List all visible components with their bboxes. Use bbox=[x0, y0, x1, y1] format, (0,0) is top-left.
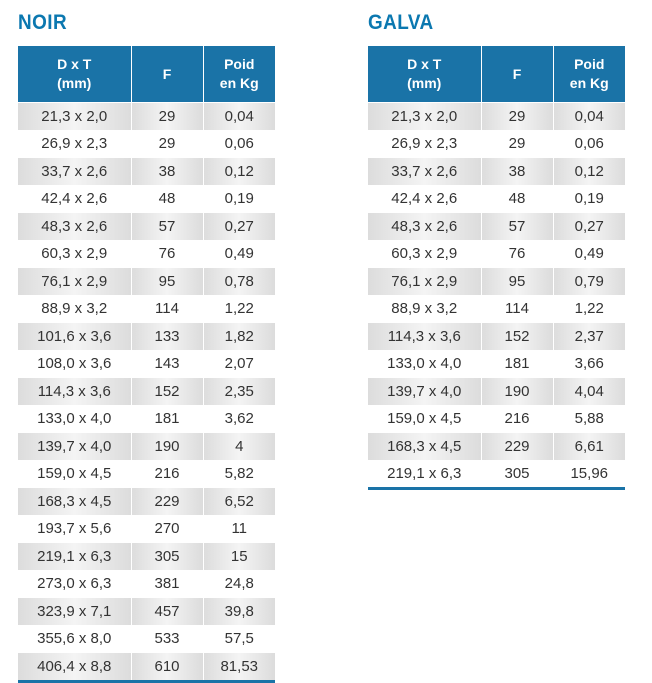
table-section-galva bbox=[368, 10, 625, 490]
cell-f: 29 bbox=[131, 130, 203, 158]
table-row bbox=[18, 598, 275, 626]
cell-dimensions: 139,7 x 4,0 bbox=[18, 433, 131, 461]
cell-f: 95 bbox=[481, 268, 553, 296]
cell-f: 57 bbox=[131, 213, 203, 241]
table-row bbox=[18, 240, 275, 268]
cell-f: 610 bbox=[131, 653, 203, 682]
cell-weight: 0,04 bbox=[553, 103, 625, 131]
header-dimensions-unit: (mm) bbox=[407, 75, 442, 91]
table-row bbox=[18, 515, 275, 543]
cell-weight: 6,61 bbox=[553, 433, 625, 461]
table-title: NOIR bbox=[18, 11, 68, 34]
table-row bbox=[18, 378, 275, 406]
cell-weight: 0,06 bbox=[553, 130, 625, 158]
cell-f: 76 bbox=[481, 240, 553, 268]
cell-weight: 2,07 bbox=[203, 350, 275, 378]
cell-weight: 1,22 bbox=[553, 295, 625, 323]
cell-weight: 1,82 bbox=[203, 323, 275, 351]
table-row bbox=[368, 158, 625, 186]
table-row bbox=[368, 185, 625, 213]
cell-f: 381 bbox=[131, 570, 203, 598]
table-row bbox=[368, 213, 625, 241]
header-f-label: F bbox=[162, 65, 172, 82]
cell-dimensions: 406,4 x 8,8 bbox=[18, 653, 131, 682]
cell-dimensions: 60,3 x 2,9 bbox=[368, 240, 481, 268]
table-row bbox=[368, 405, 625, 433]
table-row bbox=[18, 268, 275, 296]
table-row bbox=[18, 488, 275, 516]
cell-dimensions: 219,1 x 6,3 bbox=[368, 460, 481, 489]
table-row bbox=[368, 323, 625, 351]
header-f bbox=[481, 46, 553, 103]
cell-dimensions: 355,6 x 8,0 bbox=[18, 625, 131, 653]
cell-weight: 0,12 bbox=[553, 158, 625, 186]
cell-weight: 4,04 bbox=[553, 378, 625, 406]
table-title: GALVA bbox=[368, 11, 434, 34]
header-f bbox=[131, 46, 203, 103]
cell-f: 190 bbox=[131, 433, 203, 461]
table-row bbox=[18, 185, 275, 213]
cell-f: 181 bbox=[131, 405, 203, 433]
cell-dimensions: 21,3 x 2,0 bbox=[368, 103, 481, 131]
cell-f: 216 bbox=[131, 460, 203, 488]
cell-dimensions: 42,4 x 2,6 bbox=[18, 185, 131, 213]
table-row bbox=[368, 103, 625, 131]
spec-table bbox=[368, 46, 625, 490]
cell-f: 29 bbox=[481, 103, 553, 131]
cell-dimensions: 76,1 x 2,9 bbox=[18, 268, 131, 296]
cell-f: 181 bbox=[481, 350, 553, 378]
table-header-row bbox=[368, 46, 625, 103]
cell-dimensions: 21,3 x 2,0 bbox=[18, 103, 131, 131]
cell-weight: 1,22 bbox=[203, 295, 275, 323]
cell-f: 114 bbox=[481, 295, 553, 323]
cell-weight: 0,04 bbox=[203, 103, 275, 131]
cell-dimensions: 33,7 x 2,6 bbox=[368, 158, 481, 186]
cell-f: 48 bbox=[481, 185, 553, 213]
cell-f: 229 bbox=[481, 433, 553, 461]
cell-dimensions: 42,4 x 2,6 bbox=[368, 185, 481, 213]
table-section-noir bbox=[18, 10, 275, 683]
table-row bbox=[18, 323, 275, 351]
table-row bbox=[18, 130, 275, 158]
cell-f: 457 bbox=[131, 598, 203, 626]
table-row bbox=[18, 625, 275, 653]
table-row bbox=[368, 240, 625, 268]
table-row bbox=[368, 460, 625, 489]
cell-weight: 3,62 bbox=[203, 405, 275, 433]
header-weight-unit: en Kg bbox=[219, 75, 259, 91]
cell-f: 143 bbox=[131, 350, 203, 378]
cell-weight: 81,53 bbox=[203, 653, 275, 682]
cell-weight: 0,27 bbox=[203, 213, 275, 241]
cell-f: 57 bbox=[481, 213, 553, 241]
cell-weight: 11 bbox=[203, 515, 275, 543]
cell-f: 29 bbox=[131, 103, 203, 131]
cell-f: 533 bbox=[131, 625, 203, 653]
cell-dimensions: 26,9 x 2,3 bbox=[368, 130, 481, 158]
cell-f: 29 bbox=[481, 130, 553, 158]
table-row bbox=[18, 460, 275, 488]
cell-weight: 0,06 bbox=[203, 130, 275, 158]
cell-weight: 15,96 bbox=[553, 460, 625, 489]
cell-f: 216 bbox=[481, 405, 553, 433]
cell-dimensions: 139,7 x 4,0 bbox=[368, 378, 481, 406]
cell-dimensions: 26,9 x 2,3 bbox=[18, 130, 131, 158]
table-row bbox=[368, 378, 625, 406]
header-dimensions-label: D x T bbox=[407, 56, 442, 72]
cell-dimensions: 219,1 x 6,3 bbox=[18, 543, 131, 571]
table-row bbox=[18, 543, 275, 571]
cell-f: 190 bbox=[481, 378, 553, 406]
cell-weight: 15 bbox=[203, 543, 275, 571]
cell-dimensions: 88,9 x 3,2 bbox=[368, 295, 481, 323]
table-row bbox=[18, 433, 275, 461]
cell-f: 76 bbox=[131, 240, 203, 268]
header-dimensions bbox=[18, 46, 131, 103]
cell-dimensions: 60,3 x 2,9 bbox=[18, 240, 131, 268]
cell-weight: 0,27 bbox=[553, 213, 625, 241]
cell-weight: 5,88 bbox=[553, 405, 625, 433]
cell-dimensions: 108,0 x 3,6 bbox=[18, 350, 131, 378]
cell-weight: 0,19 bbox=[203, 185, 275, 213]
cell-weight: 5,82 bbox=[203, 460, 275, 488]
cell-f: 133 bbox=[131, 323, 203, 351]
cell-weight: 6,52 bbox=[203, 488, 275, 516]
cell-weight: 0,79 bbox=[553, 268, 625, 296]
cell-weight: 0,78 bbox=[203, 268, 275, 296]
cell-f: 229 bbox=[131, 488, 203, 516]
cell-dimensions: 159,0 x 4,5 bbox=[18, 460, 131, 488]
cell-weight: 0,49 bbox=[203, 240, 275, 268]
header-dimensions bbox=[368, 46, 481, 103]
spec-table bbox=[18, 46, 275, 683]
cell-dimensions: 133,0 x 4,0 bbox=[368, 350, 481, 378]
cell-weight: 0,19 bbox=[553, 185, 625, 213]
cell-weight: 39,8 bbox=[203, 598, 275, 626]
header-weight-label: Poid bbox=[574, 56, 605, 72]
table-row bbox=[18, 103, 275, 131]
header-weight bbox=[553, 46, 625, 103]
table-row bbox=[18, 350, 275, 378]
header-weight bbox=[203, 46, 275, 103]
header-weight-unit: en Kg bbox=[569, 75, 609, 91]
cell-dimensions: 273,0 x 6,3 bbox=[18, 570, 131, 598]
table-row bbox=[368, 295, 625, 323]
cell-f: 114 bbox=[131, 295, 203, 323]
cell-dimensions: 168,3 x 4,5 bbox=[368, 433, 481, 461]
cell-dimensions: 33,7 x 2,6 bbox=[18, 158, 131, 186]
cell-dimensions: 159,0 x 4,5 bbox=[368, 405, 481, 433]
cell-f: 270 bbox=[131, 515, 203, 543]
header-weight-label: Poid bbox=[224, 56, 255, 72]
table-row bbox=[18, 653, 275, 682]
header-f-label: F bbox=[512, 65, 522, 82]
cell-dimensions: 114,3 x 3,6 bbox=[368, 323, 481, 351]
cell-f: 95 bbox=[131, 268, 203, 296]
cell-dimensions: 101,6 x 3,6 bbox=[18, 323, 131, 351]
table-row bbox=[368, 130, 625, 158]
table-row bbox=[18, 405, 275, 433]
table-row bbox=[368, 350, 625, 378]
cell-weight: 0,49 bbox=[553, 240, 625, 268]
cell-dimensions: 48,3 x 2,6 bbox=[18, 213, 131, 241]
cell-f: 38 bbox=[481, 158, 553, 186]
cell-dimensions: 114,3 x 3,6 bbox=[18, 378, 131, 406]
header-dimensions-unit: (mm) bbox=[57, 75, 92, 91]
cell-dimensions: 76,1 x 2,9 bbox=[368, 268, 481, 296]
cell-f: 152 bbox=[131, 378, 203, 406]
table-row bbox=[18, 570, 275, 598]
header-dimensions-label: D x T bbox=[57, 56, 92, 72]
cell-weight: 2,37 bbox=[553, 323, 625, 351]
table-header-row bbox=[18, 46, 275, 103]
cell-f: 152 bbox=[481, 323, 553, 351]
cell-dimensions: 88,9 x 3,2 bbox=[18, 295, 131, 323]
cell-f: 38 bbox=[131, 158, 203, 186]
cell-dimensions: 133,0 x 4,0 bbox=[18, 405, 131, 433]
cell-weight: 3,66 bbox=[553, 350, 625, 378]
cell-weight: 57,5 bbox=[203, 625, 275, 653]
cell-weight: 2,35 bbox=[203, 378, 275, 406]
cell-dimensions: 193,7 x 5,6 bbox=[18, 515, 131, 543]
cell-f: 305 bbox=[481, 460, 553, 489]
table-row bbox=[18, 213, 275, 241]
cell-dimensions: 168,3 x 4,5 bbox=[18, 488, 131, 516]
table-row bbox=[18, 295, 275, 323]
table-row bbox=[368, 268, 625, 296]
cell-dimensions: 323,9 x 7,1 bbox=[18, 598, 131, 626]
cell-dimensions: 48,3 x 2,6 bbox=[368, 213, 481, 241]
cell-f: 48 bbox=[131, 185, 203, 213]
cell-weight: 0,12 bbox=[203, 158, 275, 186]
cell-f: 305 bbox=[131, 543, 203, 571]
cell-weight: 4 bbox=[203, 433, 275, 461]
table-row bbox=[18, 158, 275, 186]
table-row bbox=[368, 433, 625, 461]
cell-weight: 24,8 bbox=[203, 570, 275, 598]
